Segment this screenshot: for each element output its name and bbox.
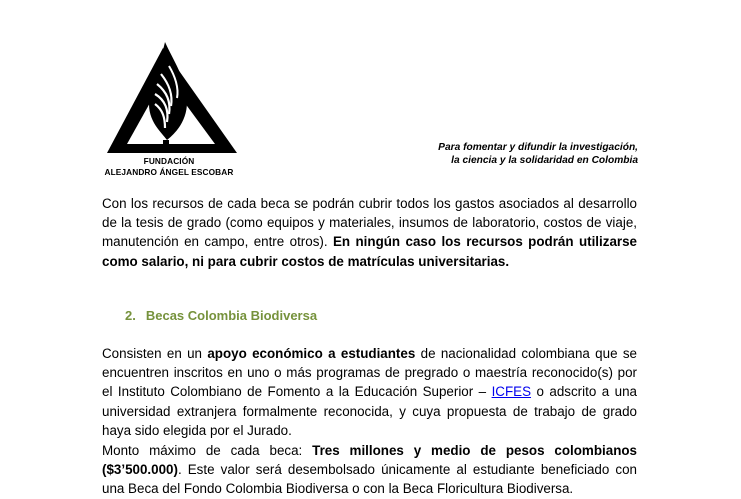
tagline xyxy=(338,142,638,167)
para2-text2: de nacionalidad colombiana que se encuentren inscritos en uno o más programas de pregrado o maestría reconocido(s) por el Instituto Colombiano de Fomento a la Educación Superior – xyxy=(102,346,637,400)
foundation-logo xyxy=(102,40,240,155)
tagline-line1: Para fomentar y difundir la investigación, xyxy=(438,142,638,153)
para3-text1: Monto máximo de cada beca: xyxy=(102,443,313,458)
para3-bold1: Tres millones y medio de pesos colombianos ($3’500.000) xyxy=(102,443,637,478)
tagline-line2: la ciencia y la solidaridad en Colombia xyxy=(451,154,638,166)
para2-bold1: apoyo económico a estudiantes xyxy=(207,346,416,361)
org-name-line2: ALEJANDRO ÁNGEL ESCOBAR xyxy=(104,167,234,177)
paragraph-grant-description xyxy=(102,344,637,440)
para2-text3: o adscrito a una universidad extranjera formalmente reconocida, y cuya propuesta de trabajo de grado haya sido elegida por el Jurado. xyxy=(102,384,637,438)
org-name-line1: FUNDACIÓN xyxy=(143,156,195,166)
para1-bold: En ningún caso los recursos podrán utilizarse como salario, ni para cubrir costos de matrículas universitarias. xyxy=(102,234,637,269)
para2-text1: Consisten en un xyxy=(102,346,208,361)
paragraph-grant-amount xyxy=(102,441,637,499)
para3-text2: . Este valor será desembolsado únicamente al estudiante beneficiado con una Beca del Fondo Colombia Biodiversa o con la Beca Floricultura Biodiversa. xyxy=(102,462,637,497)
para1-text: Con los recursos de cada beca se podrán cubrir todos los gastos asociados al desarrollo de la tesis de grado (como equipos y materiales, insumos de laboratorio, costos de viaje, manutención en campo, entre otros). xyxy=(102,196,637,250)
section-number: 2. xyxy=(125,308,136,323)
flame-triangle-logo-icon xyxy=(103,40,241,155)
icfes-link[interactable]: ICFES xyxy=(491,384,532,400)
section-title: Becas Colombia Biodiversa xyxy=(145,308,318,323)
paragraph-grant-expenses xyxy=(102,194,637,271)
organization-name xyxy=(102,156,236,178)
section-heading xyxy=(125,308,317,323)
